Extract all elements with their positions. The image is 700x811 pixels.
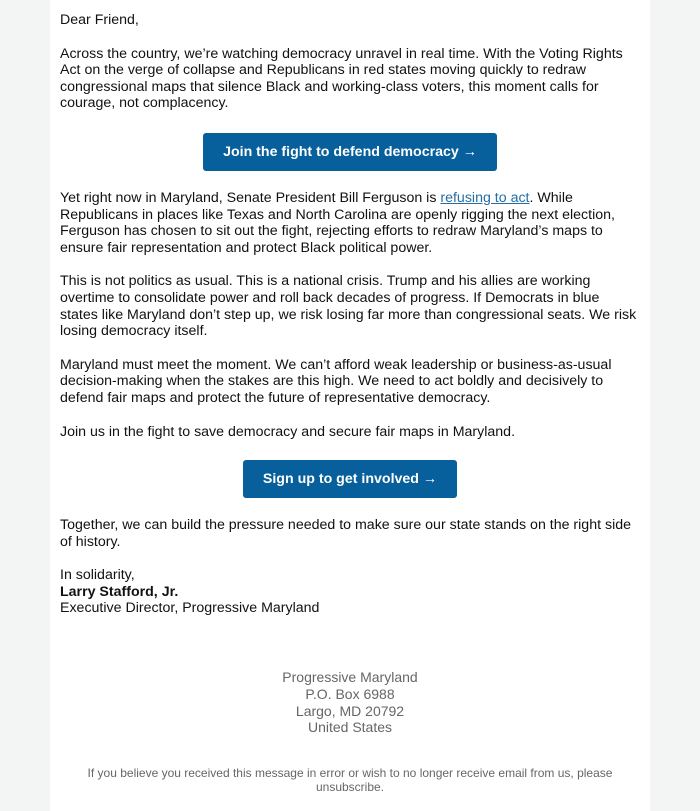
paragraph-together: Together, we can build the pressure needed to make sure our state stands on the right side of history. — [60, 517, 632, 550]
sign-up-button[interactable]: Sign up to get involved → — [243, 460, 457, 498]
footer-address — [50, 669, 650, 736]
join-fight-button[interactable]: Join the fight to defend democracy → — [203, 133, 497, 171]
footer-po-box: P.O. Box 6988 — [305, 685, 395, 702]
paragraph-ferguson — [60, 190, 640, 256]
footer-city-state-zip: Largo, MD 20792 — [295, 702, 405, 719]
greeting: Dear Friend, — [60, 12, 139, 28]
join-fight-button-wrap — [60, 133, 640, 171]
signoff: In solidarity, — [60, 567, 135, 584]
email-body — [50, 0, 650, 811]
refusing-to-act-link[interactable]: refusing to act — [440, 189, 530, 206]
sign-up-button-wrap — [60, 460, 640, 498]
signature-name: Larry Stafford, Jr. — [60, 583, 179, 600]
paragraph-join-us: Join us in the fight to save democracy and secure fair maps in Maryland. — [60, 423, 516, 440]
unsubscribe-note: If you believe you received this message in error or wish to no longer receive email from us, please unsubscribe. — [87, 766, 613, 795]
paragraph-meet-moment: Maryland must meet the moment. We can’t afford weak leadership or business-as-usual decision-making when the stakes are this high. We need to act boldly and decisively to defend fair maps and protect the future of representative democracy. — [60, 356, 612, 406]
footer-country: United States — [307, 719, 393, 736]
paragraph-ferguson-start: Yet right now in Maryland, Senate President Bill Ferguson is — [60, 189, 441, 206]
paragraph-ferguson-end: . While Republicans in places like Texas and North Carolina are openly rigging the next election, Ferguson has chosen to sit out the fight, rejecting efforts to redraw Maryland’s maps to ensure fair representation and protect Black political power. — [60, 189, 615, 256]
footer-org-name: Progressive Maryland — [282, 669, 418, 685]
paragraph-crisis: This is not politics as usual. This is a national crisis. Trump and his allies are working overtime to consolidate power and roll back decades of progress. If Democrats in blue states like Maryland don’t step up, we risk losing far more than congressional seats. We risk losing democracy itself. — [60, 273, 637, 340]
email-content — [50, 0, 650, 617]
signature-title: Executive Director, Progressive Maryland — [60, 600, 320, 617]
paragraph-intro: Across the country, we’re watching democracy unravel in real time. With the Voting Rights Act on the verge of collapse and Republicans in red states moving quickly to redraw congressional maps that silence Black and working-class voters, this moment calls for courage, not complacency. — [60, 45, 623, 112]
